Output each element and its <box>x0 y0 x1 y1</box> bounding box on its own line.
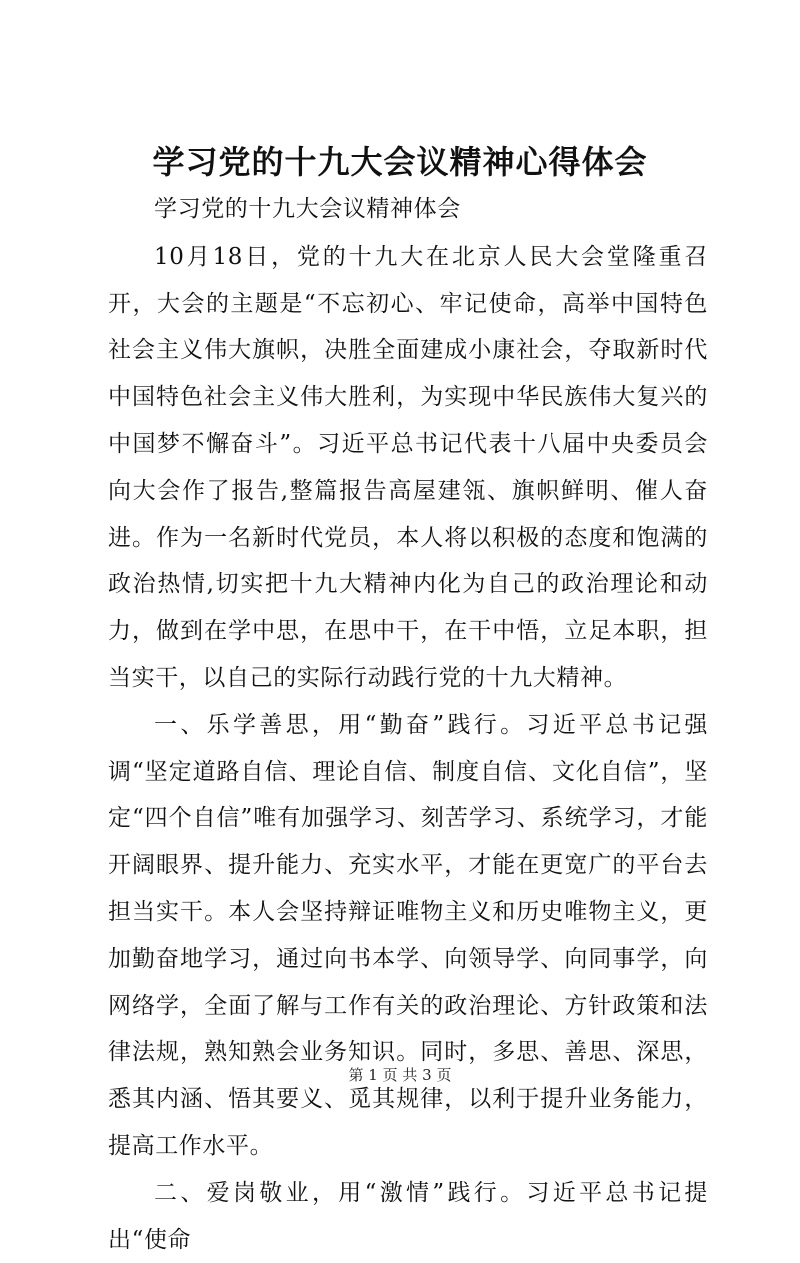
paragraph-section-2: 二、爱岗敬业，用“激情”践行。习近平总书记提出“使命 <box>108 1179 708 1253</box>
document-subtitle: 学习党的十九大会议精神体会 <box>154 196 461 222</box>
document-body <box>108 186 708 1263</box>
paragraph-intro: 10月18日，党的十九大在北京人民大会堂隆重召开，大会的主题是“不忘初心、牢记使命，高举中国特色社会主义伟大旗帜，决胜全面建成小康社会，夺取新时代中国特色社会主义伟大胜利，为实现中华民族伟大复兴的中国梦不懈奋斗”。习近平总书记代表十八届中央委员会向大会作了报告,整篇报告高屋建瓴、旗帜鲜明、催人奋进。作为一名新时代党员，本人将以积极的态度和饱满的政治热情,切实把十九大精神内化为自己的政治理论和动力，做到在学中思，在思中干，在干中悟，立足本职，担当实干，以自己的实际行动践行党的十九大精神。 <box>108 243 708 691</box>
paragraph-section-1: 一、乐学善思，用“勤奋”践行。习近平总书记强调“坚定道路自信、理论自信、制度自信、文化自信”，坚定“四个自信”唯有加强学习、刻苦学习、系统学习，才能开阔眼界、提升能力、充实水平，才能在更宽广的平台去担当实干。本人会坚持辩证唯物主义和历史唯物主义，更加勤奋地学习，通过向书本学、向领导学、向同事学，向网络学，全面了解与工作有关的政治理论、方针政策和法律法规，熟知熟会业务知识。同时，多思、善思、深思，悉其内涵、悟其要义、觅其规律，以利于提升业务能力，提高工作水平。 <box>108 711 708 1159</box>
page-footer: 第 1 页 共 3 页 <box>348 1066 452 1084</box>
document-title: 学习党的十九大会议精神心得体会 <box>152 143 648 181</box>
